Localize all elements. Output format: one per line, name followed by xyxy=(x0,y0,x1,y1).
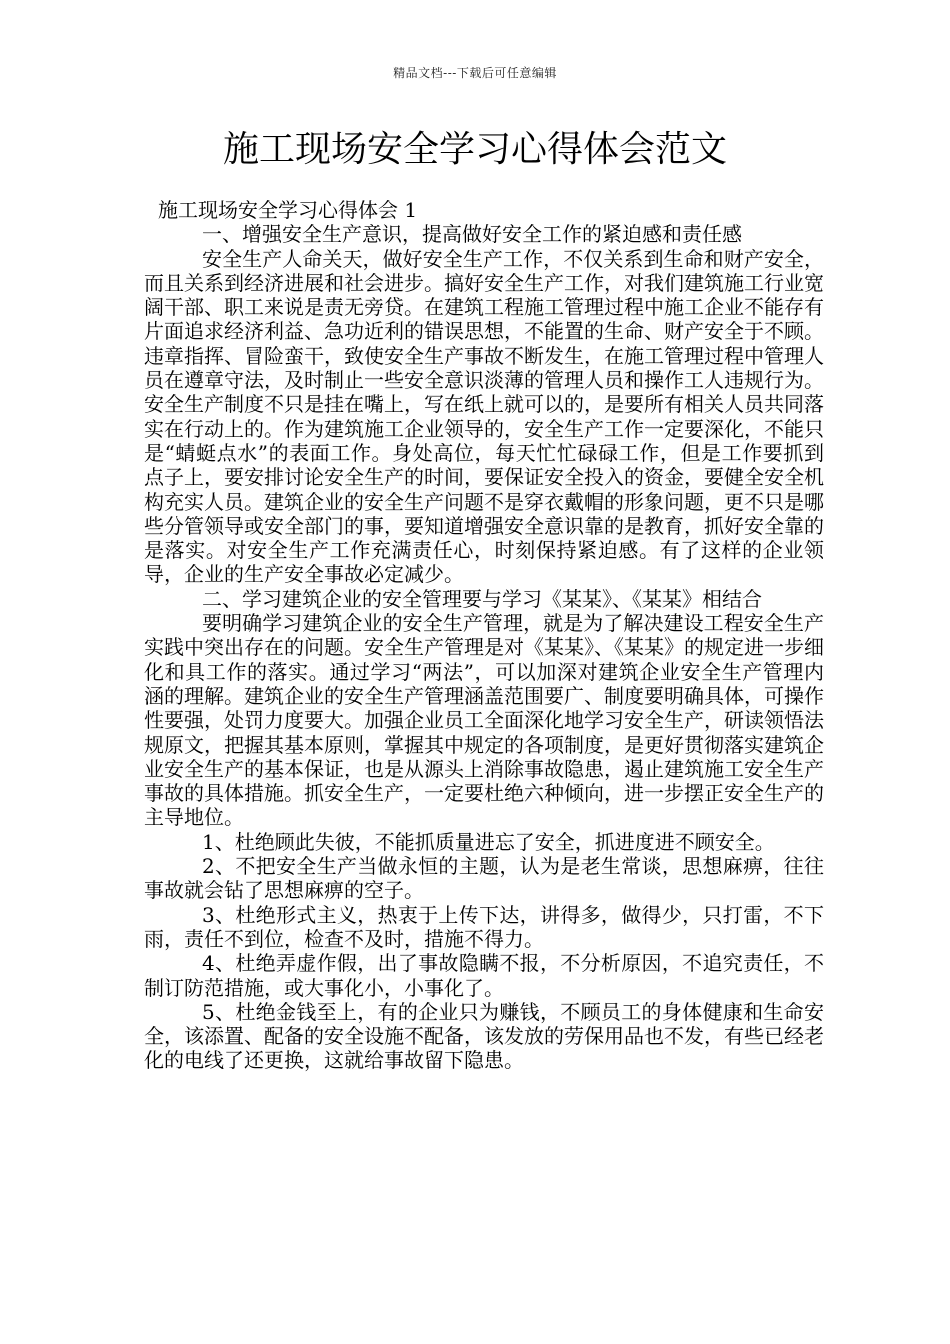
header-note: 精品文档---下载后可任意编辑 xyxy=(393,66,557,80)
list-item-3: 3、杜绝形式主义，热衷于上传下达，讲得多，做得少，只打雷，不下雨，责任不到位，检查不及时，措施不得力。 xyxy=(144,902,824,951)
list-item-4: 4、杜绝弄虚作假，出了事故隐瞒不报，不分析原因，不追究责任，不制订防范措施，或大事化小，小事化了。 xyxy=(144,951,824,1000)
body-paragraph-2: 要明确学习建筑企业的安全生产管理，就是为了解决建设工程安全生产实践中突出存在的问题。安全生产管理是对《某某》、《某某》的规定进一步细化和具工作的落实。通过学习“两法”，可以加深对建筑企业安全生产管理内涵的理解。建筑企业的安全生产管理涵盖范围要广、制度要明确具体，可操作性要强，处罚力度要大。加强企业员工全面深化地学习安全生产，研读领悟法规原文，把握其基本原则，掌握其中规定的各项制度，是更好贯彻落实建筑企业安全生产的基本保证，也是从源头上消除事故隐患，遏止建筑施工安全生产事故的具体措施。抓安全生产，一定要杜绝六种倾向，进一步摆正安全生产的主导地位。 xyxy=(144,611,824,830)
document-body xyxy=(144,198,824,1073)
list-item-2: 2、不把安全生产当做永恒的主题，认为是老生常谈，思想麻痹，往往事故就会钻了思想麻痹的空子。 xyxy=(144,854,824,903)
section-heading-2: 二、学习建筑企业的安全管理要与学习《某某》、《某某》相结合 xyxy=(202,586,762,611)
section-heading-1: 一、增强安全生产意识，提高做好安全工作的紧迫感和责任感 xyxy=(202,222,742,247)
list-item-5: 5、杜绝金钱至上，有的企业只为赚钱，不顾员工的身体健康和生命安全，该添置、配备的安全设施不配备，该发放的劳保用品也不发，有些已经老化的电线了还更换，这就给事故留下隐患。 xyxy=(144,999,824,1073)
list-item-1: 1、杜绝顾此失彼，不能抓质量进忘了安全，抓进度进不顾安全。 xyxy=(202,829,775,854)
section-subtitle: 施工现场安全学习心得体会 1 xyxy=(158,198,418,222)
document-title: 施工现场安全学习心得体会范文 xyxy=(222,129,727,170)
body-paragraph-1: 安全生产人命关天，做好安全生产工作，不仅关系到生命和财产安全，而且关系到经济进展和社会进步。搞好安全生产工作，对我们建筑施工行业宽阔干部、职工来说是责无旁贷。在建筑工程施工管理过程中施工企业不能存有片面追求经济利益、急功近利的错误思想，不能置的生命、财产安全于不顾。违章指挥、冒险蛮干，致使安全生产事故不断发生，在施工管理过程中管理人员在遵章守法，及时制止一些安全意识淡薄的管理人员和操作工人违规行为。安全生产制度不只是挂在嘴上，写在纸上就可以的，是要所有相关人员共同落实在行动上的。作为建筑施工企业领导的，安全生产工作一定要深化，不能只是“蜻蜓点水”的表面工作。身处高位，每天忙忙碌碌工作，但是工作要抓到点子上，要安排讨论安全生产的时间，要保证安全投入的资金，要健全安全机构充实人员。建筑企业的安全生产问题不是穿衣戴帽的形象问题，更不只是哪些分管领导或安全部门的事，要知道增强安全意识靠的是教育，抓好安全靠的是落实。对安全生产工作充满责任心，时刻保持紧迫感。有了这样的企业领导，企业的生产安全事故必定减少。 xyxy=(144,246,824,587)
